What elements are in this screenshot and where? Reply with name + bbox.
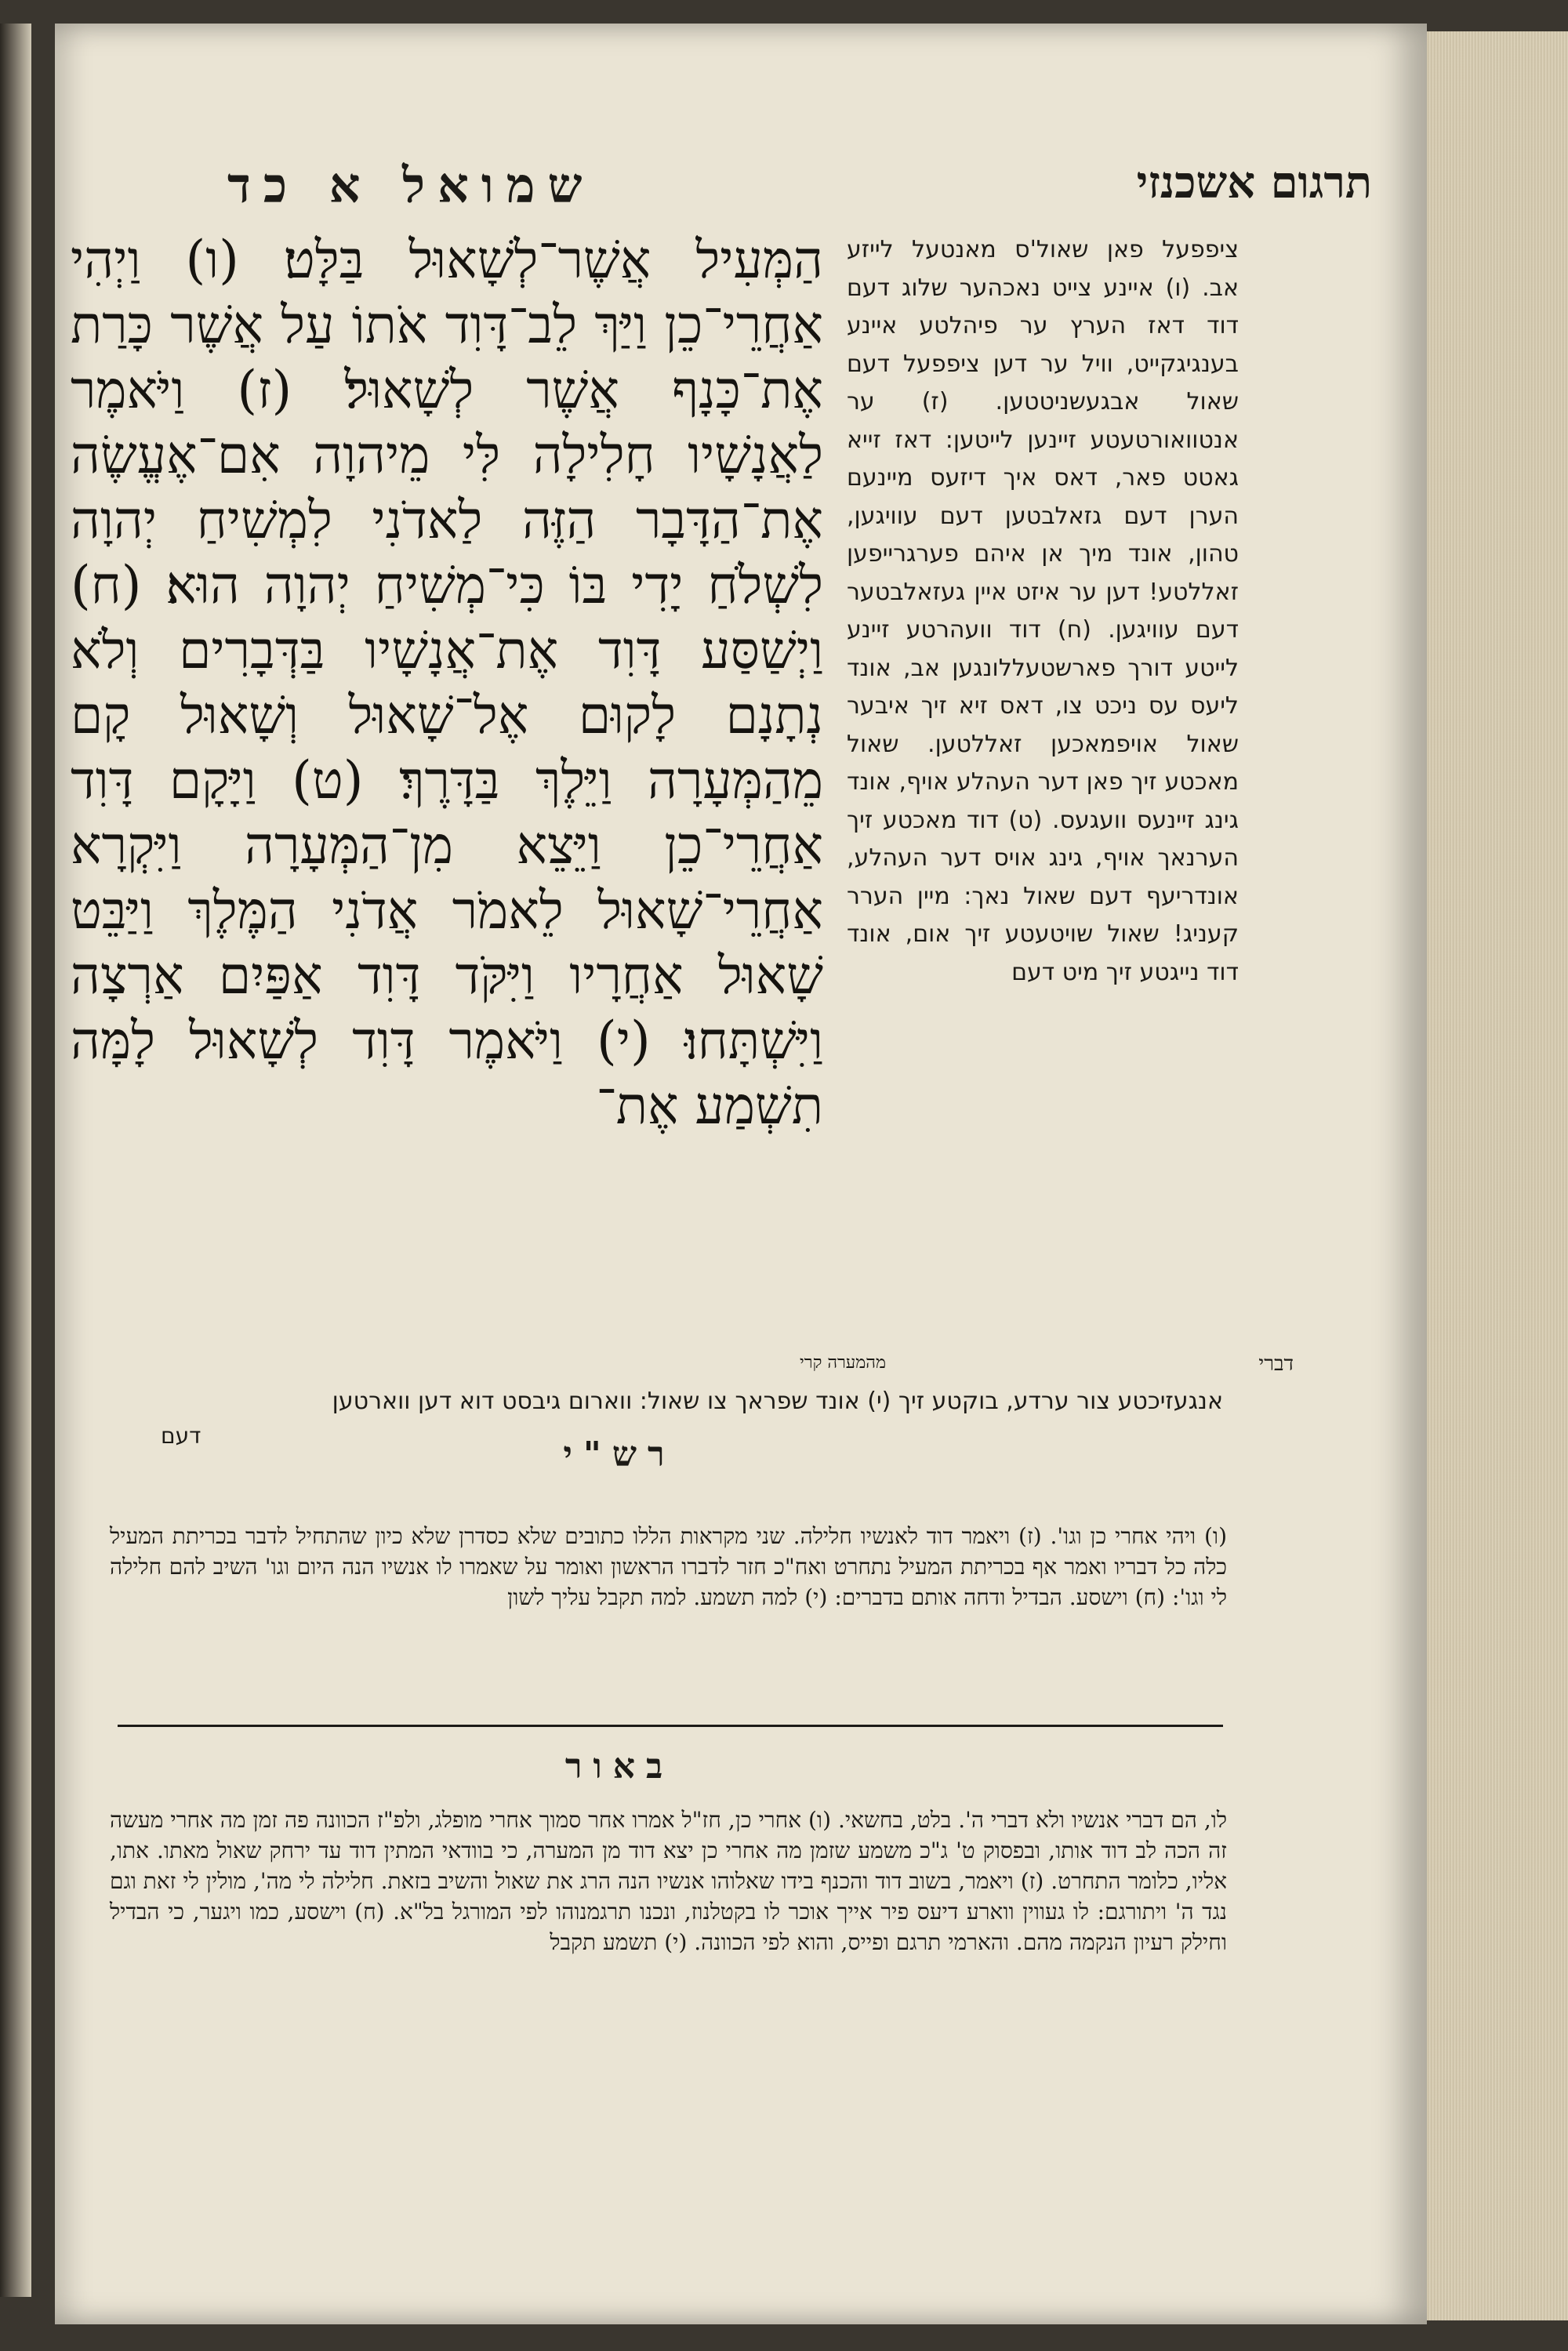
page-edges [1427, 31, 1568, 2320]
running-header-right: תרגום אשכנזי [1136, 157, 1372, 209]
running-header-left: שמואל א כד [227, 157, 595, 214]
catchword-bottom: דעם [161, 1423, 201, 1449]
hebrew-bible-text [71, 227, 823, 1372]
translation-continuation-line: אנגעזיכטע צור ערדע, בוקטע זיך (י) אונד שפראך צו שאול: ווארום גיבסט דוא דען ווארטען [332, 1388, 1223, 1415]
translation-column [847, 231, 1239, 1388]
rashi-heading: רש"י [563, 1435, 676, 1475]
beur-text: לו, הם דברי אנשיו ולא דברי ה'. בלט, בחשאי. (ו) אחרי כן, חז"ל אמרו אחר סמוך אחרי מופלג, ולפ"ז הכוונה פה זמן מה אחרי מעשה זה הכה לב דוד אותו, ובפסוק ט' ג"כ משמע שזמן מה אחרי כן יצא דוד מן המערה, כי בוודאי המתין דוד עד ירחק שאול מאתו. אתו, אליו, כלומר התחרט. (ז) ויאמר, בשוב דוד והכנף בידו שאלוהו אנשיו הנה הרג את שאול והשיב בזאת. חלילה לי מה', מולין לי זאת וגם נגד ה' ויתורגם: לו געווין ווארע דיעס פיר אייך אוכר לו בקטלנוז, ונכנו תרגמנוהו לפי המורגל בל"א. (ח) וישסע, כמו ויגער, כי הבדיל וחילק רעיון הנקמה מהם. והארמי תרגם ופייס, והוא לפי הכוונה. (י) תשמע תקבל [110, 1807, 1227, 1955]
rashi-text: (ו) ויהי אחרי כן וגו'. (ז) ויאמר דוד לאנשיו חלילה. שני מקראות הללו כתובים שלא כסדרן שלא כיון שהתחיל לדבר בכריתת המעיל כלה כל דבריו ואמר אף בכריתת המעיל נתחרט ואח"כ חזר לדברו הראשון ואומר על שאמרו לו אנשיו הנה היום וגו' השיב להם חלילה לי וגו': (ח) וישסע. הבדיל ודחה אותם בדברים: (י) למה תשמע. למה תקבל עליך לשון [110, 1523, 1227, 1610]
beur-heading: באור [564, 1747, 674, 1787]
translation-text: ציפפעל פאן שאול'ס מאנטעל לייזע אב. (ו) איינע צייט נאכהער שלוג דעם דוד דאז הערץ ער פיהלטע איינע בענגיגקייט, וויל ער דען ציפפעל דעם שאול אבגעשניטטען. (ז) ער אנטוואורטעטע זיינען לייטען: דאז זייא גאטט פאר, דאס איך דיזעס מיינעם הערן דעם גזאלבטען דעם עוויגען, טהון, אונד מיך אן איהם פערגרייפען זאללטע! דען ער איזט איין געזאלבטער דעם עוויגען. (ח) דוד וועהרטע זיינע לייטע דורך פארשטעללונגען אב, אונד ליעס עס ניכט צו, דאס זיא זיך איבער שאול אויפמאכען זאללטען. שאול מאכטע זיך פאן דער העהלע אויף, אונד גינג זיינעס וועגעס. (ט) דוד מאכטע זיך הערנאך אויף, גינג אויס דער העהלע, אונדריעף דעם שאול נאך: מיין הערר קעניג! שאול שויטעטע זיך אום, אונד דוד נייגטע זיך מיט דעם [847, 236, 1239, 986]
keri-note: מהמערה קרי [800, 1353, 886, 1373]
rashi-commentary [110, 1521, 1227, 1613]
catchword-right: דברי [1258, 1352, 1294, 1376]
beur-commentary [110, 1805, 1227, 1957]
hebrew-verses: הַמְּעִיל אֲשֶׁר־לְשָׁאוּל בַּלָּט׃ (ו) וַיְהִי אַחֲרֵי־כֵן וַיַּךְ לֵב־דָּוִד אֹתוֹ עַל אֲשֶׁר כָּרַת אֶת־כָּנָף אֲשֶׁר לְשָׁאוּל׃ (ז) וַיֹּאמֶר לַאֲנָשָׁיו חָלִילָה לִּי מֵיהוָה אִם־אֶעֱשֶׂה אֶת־הַדָּבָר הַזֶּה לַאדֹנִי לִמְשִׁיחַ יְהוָה לִשְׁלֹחַ יָדִי בּוֹ כִּי־מְשִׁיחַ יְהוָה הוּא׃ (ח) וַיְשַׁסַּע דָּוִד אֶת־אֲנָשָׁיו בַּדְּבָרִים וְלֹא נְתָנָם לָקוּם אֶל־שָׁאוּל וְשָׁאוּל קָם מֵהַמְּעָרָה וַיֵּלֶךְ בַּדָּרֶךְ׃ (ט) וַיָּקָם דָּוִד אַחֲרֵי־כֵן וַיֵּצֵא מִן־הַמְּעָרָה וַיִּקְרָא אַחֲרֵי־שָׁאוּל לֵאמֹר אֲדֹנִי הַמֶּלֶךְ וַיַּבֵּט שָׁאוּל אַחֲרָיו וַיִּקֹּד דָּוִד אַפַּיִם אַרְצָה וַיִּשְׁתָּחוּ׃ (י) וַיֹּאמֶר דָּוִד לְשָׁאוּל לָמָּה תִשְׁמַע אֶת־ [71, 230, 823, 1136]
previous-page-edge [0, 24, 31, 2297]
section-divider [118, 1725, 1223, 1727]
